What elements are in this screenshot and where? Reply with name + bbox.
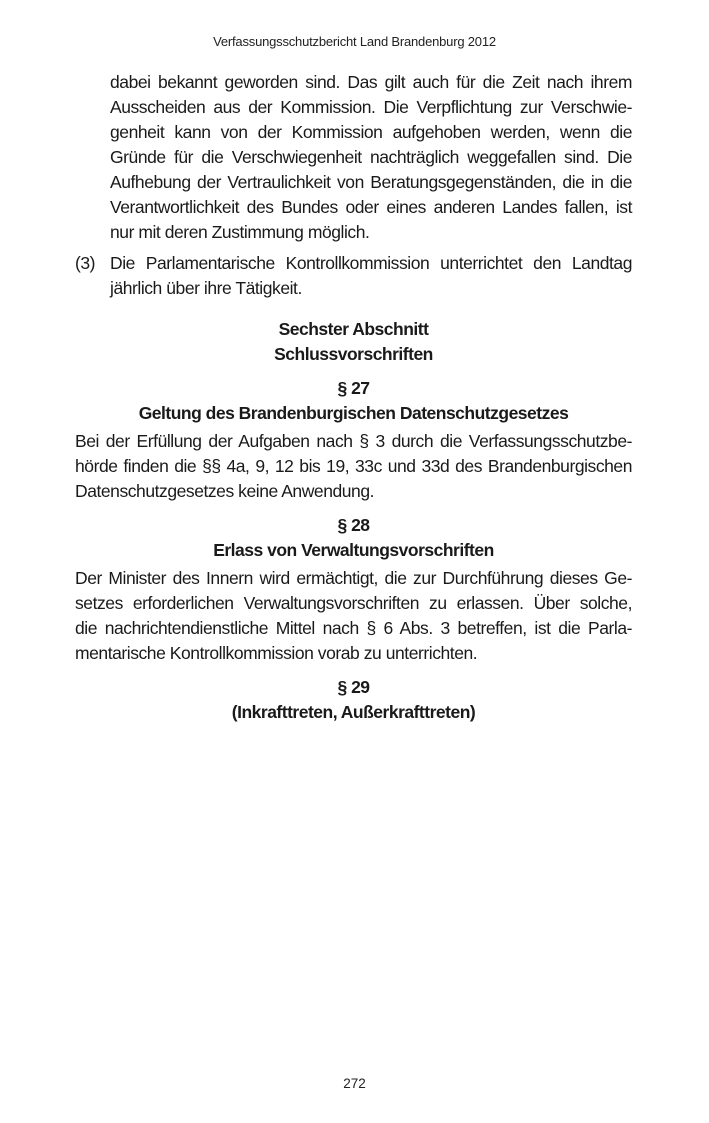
- page-number: 272: [343, 1076, 366, 1091]
- text-line: mentarische Kontrollkommission vorab zu unterrichten.: [75, 643, 478, 663]
- subsection-3: [75, 251, 632, 301]
- text-line: Die Parlamentarische Kontrollkommission unterrichtet den Landtag: [110, 253, 632, 273]
- page-content: [75, 70, 632, 725]
- continued-paragraph: [110, 70, 632, 245]
- section-27: [75, 376, 632, 504]
- text-line: jährlich über ihre Tätigkeit.: [110, 278, 302, 298]
- running-header: Verfassungsschutzbericht Land Brandenburg 2012: [213, 34, 496, 49]
- section-number: § 29: [337, 677, 370, 697]
- text-line: Aufhebung der Vertraulichkeit von Beratungsgegenständen, die in die: [110, 172, 632, 192]
- subsection-number: (3): [75, 253, 96, 273]
- text-line: Bei der Erfüllung der Aufgaben nach § 3 durch die Verfassungsschutzbe-: [75, 431, 632, 451]
- text-line: Der Minister des Innern wird ermächtigt, die zur Durchführung dieses Ge-: [75, 568, 632, 588]
- section-title: (Inkrafttreten, Außerkrafttreten): [231, 702, 476, 722]
- text-line: hörde finden die §§ 4a, 9, 12 bis 19, 33c und 33d des Brandenburgischen: [75, 456, 632, 476]
- section-title: Erlass von Verwaltungsvorschriften: [213, 540, 494, 560]
- part-heading: [75, 317, 632, 367]
- text-line: dabei bekannt geworden sind. Das gilt auch für die Zeit nach ihrem: [110, 72, 632, 92]
- text-line: Gründe für die Verschwiegenheit nachträglich weggefallen sind. Die: [110, 147, 632, 167]
- text-line: Ausscheiden aus der Kommission. Die Verpflichtung zur Verschwie-: [110, 97, 632, 117]
- text-line: genheit kann von der Kommission aufgehoben werden, wenn die: [110, 122, 632, 142]
- text-line: die nachrichtendienstliche Mittel nach § 6 Abs. 3 betreffen, ist die Parla-: [75, 618, 632, 638]
- section-title: Geltung des Brandenburgischen Datenschutzgesetzes: [138, 403, 569, 423]
- part-title: Sechster Abschnitt: [278, 319, 429, 339]
- section-number: § 28: [337, 515, 370, 535]
- section-28: [75, 513, 632, 666]
- part-subtitle: Schlussvorschriften: [274, 344, 433, 364]
- section-29: [75, 675, 632, 725]
- text-line: Datenschutzgesetzes keine Anwendung.: [75, 481, 375, 501]
- text-line: setzes erforderlichen Verwaltungsvorschriften zu erlassen. Über solche,: [75, 593, 632, 613]
- text-line: nur mit deren Zustimmung möglich.: [110, 222, 370, 242]
- text-line: Verantwortlichkeit des Bundes oder eines anderen Landes fallen, ist: [110, 197, 632, 217]
- section-number: § 27: [337, 378, 370, 398]
